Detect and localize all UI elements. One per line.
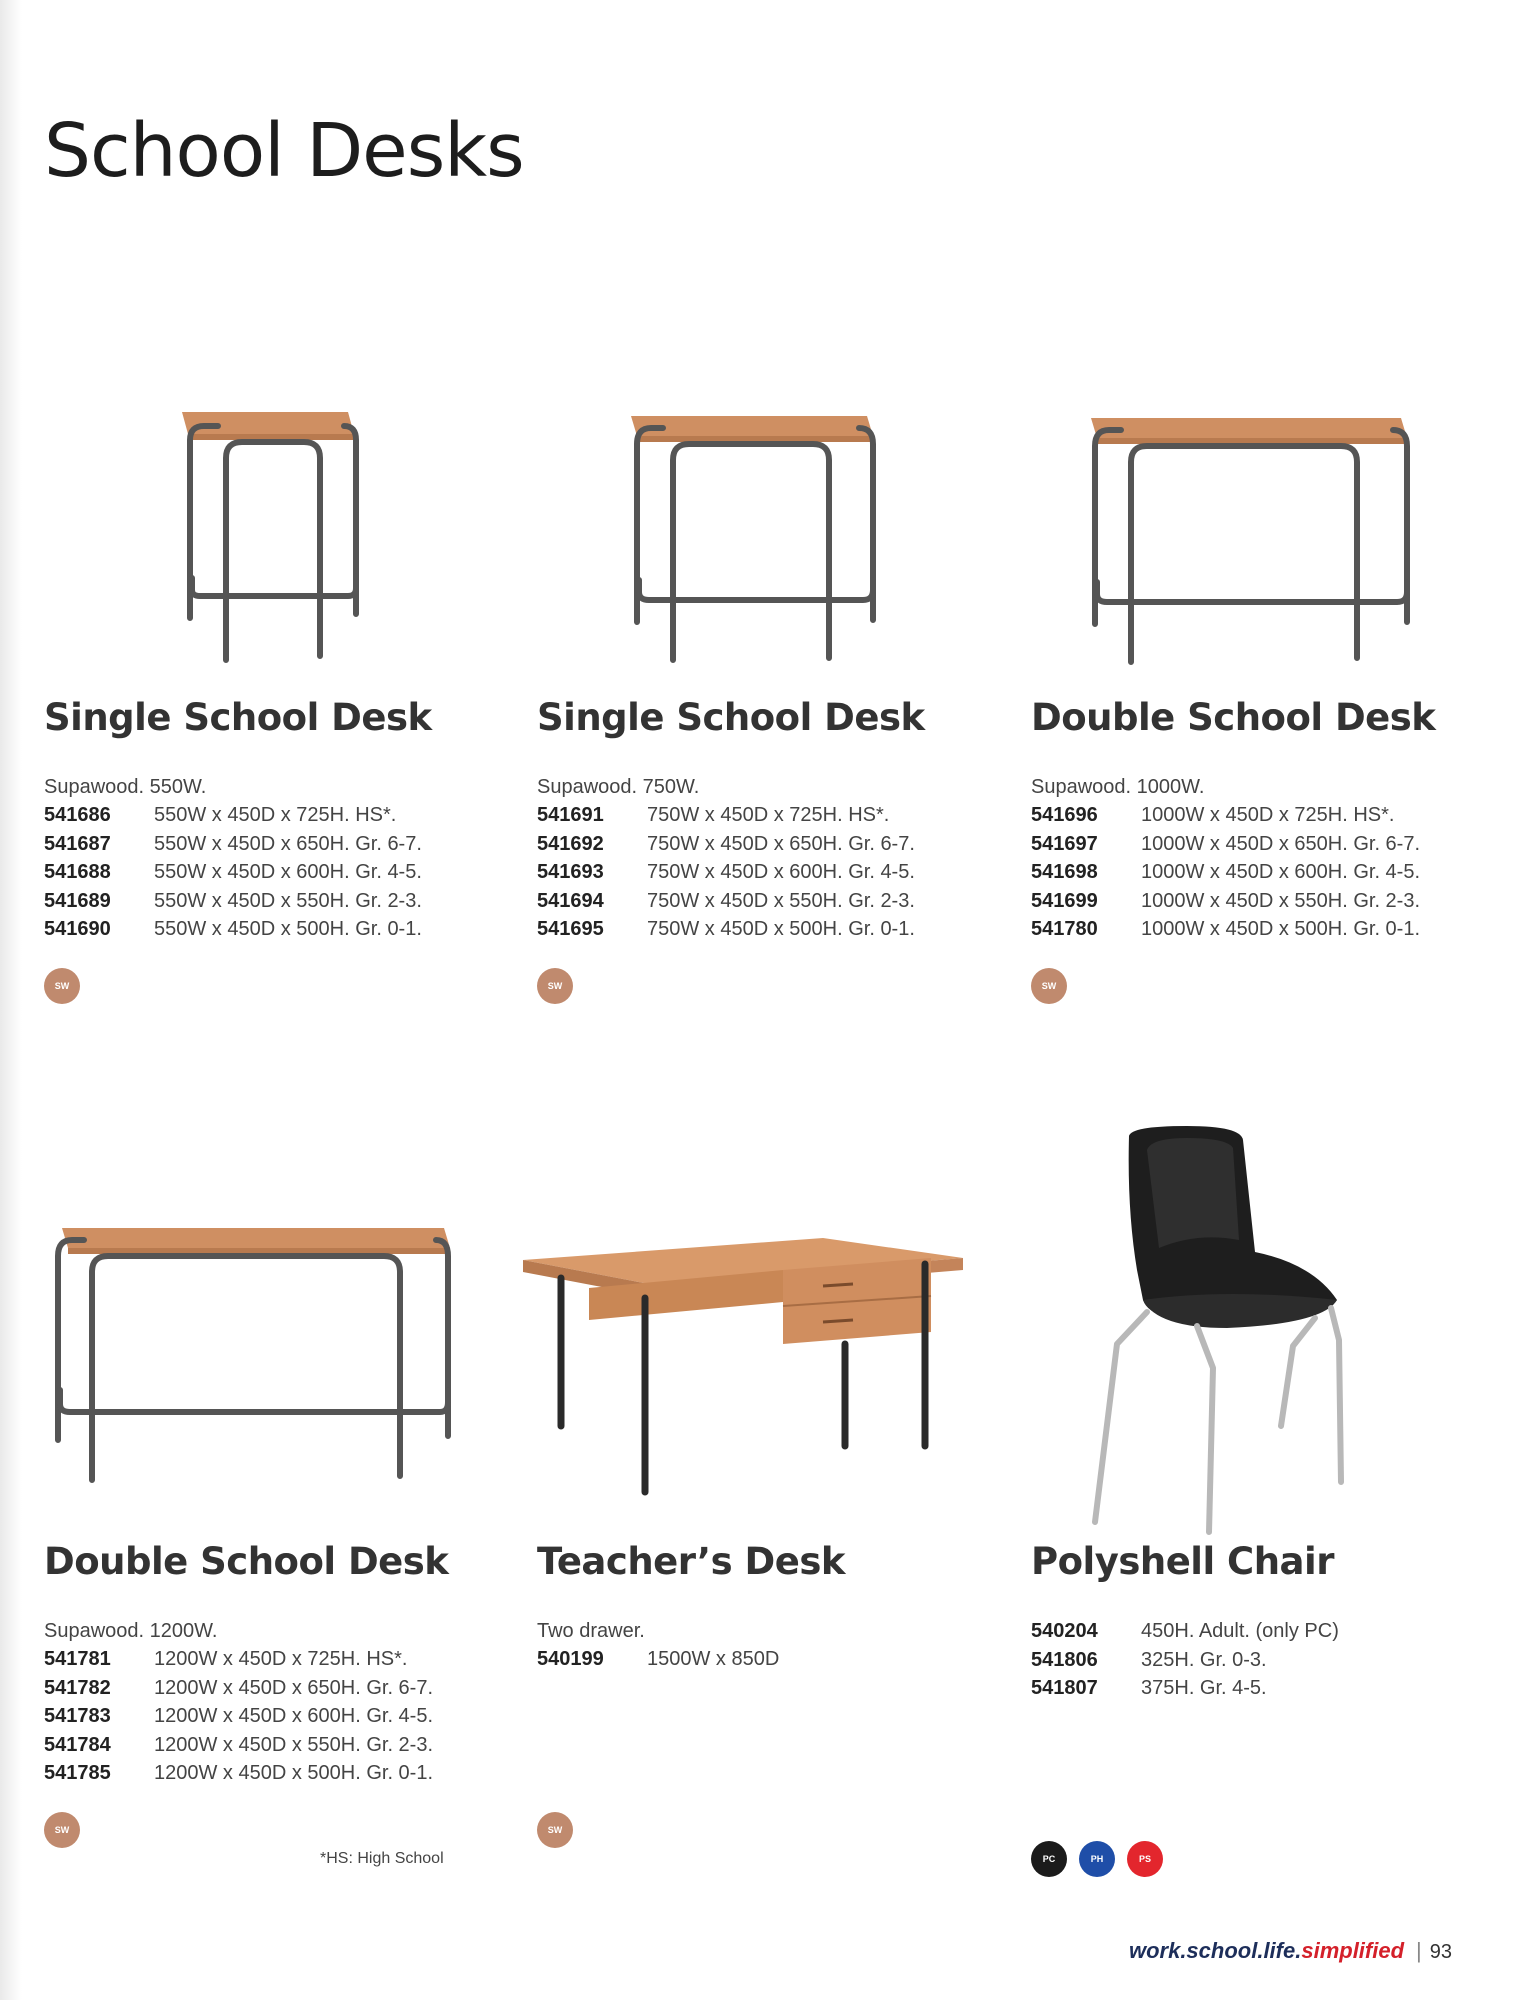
product-row xyxy=(537,1645,1007,1674)
product-code: 541783 xyxy=(44,1705,111,1727)
product-code: 541696 xyxy=(1031,804,1098,826)
product-spec: 450H. Adult. (only PC) xyxy=(1141,1620,1339,1642)
product-card-3 xyxy=(1031,390,1501,1004)
product-code: 541785 xyxy=(44,1762,111,1784)
product-name: Double School Desk xyxy=(44,1540,449,1583)
product-description: Supawood. 1200W. xyxy=(44,1620,218,1642)
product-description: Supawood. 1000W. xyxy=(1031,776,1205,798)
product-name: Teacher’s Desk xyxy=(537,1540,845,1583)
product-row xyxy=(537,887,1007,916)
product-row xyxy=(44,1731,514,1760)
material-badges xyxy=(44,968,514,1004)
product-row xyxy=(44,1759,514,1788)
product-card-4 xyxy=(44,1220,514,1848)
product-row xyxy=(44,1702,514,1731)
product-code: 541782 xyxy=(44,1676,111,1699)
product-row xyxy=(1031,830,1501,859)
product-code: 541807 xyxy=(1031,1677,1098,1699)
product-row xyxy=(44,887,514,916)
product-code: 541693 xyxy=(537,861,604,883)
supawood-badge-icon: SW xyxy=(1031,968,1067,1004)
product-code: 541699 xyxy=(1031,889,1098,912)
product-code: 541784 xyxy=(44,1733,111,1756)
material-badges xyxy=(1031,968,1501,1004)
product-name: Single School Desk xyxy=(537,696,925,739)
single-school-desk-wide-image xyxy=(601,390,901,680)
product-spec: 1200W x 450D x 500H. Gr. 0-1. xyxy=(154,1762,434,1784)
product-code: 541695 xyxy=(537,918,604,940)
product-row xyxy=(537,830,1007,859)
product-row xyxy=(1031,1674,1501,1703)
product-spec: 1200W x 450D x 725H. HS*. xyxy=(154,1648,408,1670)
single-school-desk-image xyxy=(128,390,398,680)
product-code: 541686 xyxy=(44,804,111,826)
product-name: Polyshell Chair xyxy=(1031,1540,1334,1583)
product-row xyxy=(537,801,1007,830)
product-spec: 1200W x 450D x 600H. Gr. 4-5. xyxy=(154,1705,434,1727)
product-spec: 1500W x 850D xyxy=(647,1648,780,1670)
product-row xyxy=(1031,1617,1501,1646)
product-spec: 1200W x 450D x 650H. Gr. 6-7. xyxy=(154,1676,434,1699)
product-spec: 1000W x 450D x 600H. Gr. 4-5. xyxy=(1141,861,1421,883)
product-spec: 1000W x 450D x 550H. Gr. 2-3. xyxy=(1141,889,1421,912)
product-row xyxy=(1031,858,1501,887)
page-footer xyxy=(1129,1938,1452,1964)
ps-badge-icon: PS xyxy=(1127,1841,1163,1877)
product-card-5 xyxy=(537,1220,1007,1848)
product-row xyxy=(44,1674,514,1703)
page-title: School Desks xyxy=(44,108,524,194)
product-name: Double School Desk xyxy=(1031,696,1436,739)
product-row xyxy=(44,915,514,944)
supawood-badge-icon: SW xyxy=(537,1812,573,1848)
product-name: Single School Desk xyxy=(44,696,432,739)
supawood-badge-icon: SW xyxy=(537,968,573,1004)
product-spec: 1200W x 450D x 550H. Gr. 2-3. xyxy=(154,1733,434,1756)
product-code: 541691 xyxy=(537,804,604,826)
product-description: Supawood. 550W. xyxy=(44,776,207,798)
product-spec: 375H. Gr. 4-5. xyxy=(1141,1677,1267,1699)
footer-brand-accent: simplified xyxy=(1301,1938,1405,1963)
product-spec: 750W x 450D x 650H. Gr. 6-7. xyxy=(647,832,915,855)
double-school-desk-image xyxy=(1051,390,1431,680)
pc-badge-icon: PC xyxy=(1031,1841,1067,1877)
product-spec: 750W x 450D x 500H. Gr. 0-1. xyxy=(647,918,915,940)
product-spec: 550W x 450D x 600H. Gr. 4-5. xyxy=(154,861,422,883)
footer-brand: work.school.life. xyxy=(1128,1938,1302,1963)
page-number: 93 xyxy=(1429,1941,1452,1963)
product-code: 540204 xyxy=(1031,1620,1098,1642)
product-code: 541781 xyxy=(44,1648,111,1670)
product-row xyxy=(44,1645,514,1674)
product-card-1 xyxy=(44,390,514,1004)
product-code: 541697 xyxy=(1031,832,1098,855)
material-badges xyxy=(1031,1841,1501,1877)
product-code: 541687 xyxy=(44,832,111,855)
product-card-2 xyxy=(537,390,1007,1004)
footnote: *HS: High School xyxy=(320,1850,444,1867)
supawood-badge-icon: SW xyxy=(44,968,80,1004)
product-spec: 550W x 450D x 725H. HS*. xyxy=(154,804,397,826)
product-row xyxy=(537,915,1007,944)
product-row xyxy=(44,801,514,830)
product-description: Supawood. 750W. xyxy=(537,776,700,798)
material-badges xyxy=(537,968,1007,1004)
product-spec: 750W x 450D x 600H. Gr. 4-5. xyxy=(647,861,915,883)
product-code: 541689 xyxy=(44,889,111,912)
material-badges xyxy=(44,1812,514,1848)
material-badges xyxy=(537,1812,1007,1848)
product-row xyxy=(44,830,514,859)
ph-badge-icon: PH xyxy=(1079,1841,1115,1877)
product-code: 541694 xyxy=(537,889,604,912)
product-code: 541806 xyxy=(1031,1648,1098,1671)
polyshell-chair-image xyxy=(1077,1120,1377,1540)
product-row xyxy=(1031,801,1501,830)
product-spec: 1000W x 450D x 650H. Gr. 6-7. xyxy=(1141,832,1421,855)
product-description: Two drawer. xyxy=(537,1620,645,1642)
product-code: 541688 xyxy=(44,861,111,883)
product-row xyxy=(1031,887,1501,916)
product-spec: 750W x 450D x 550H. Gr. 2-3. xyxy=(647,889,915,912)
product-card-6 xyxy=(1031,1120,1501,1877)
product-code: 541780 xyxy=(1031,918,1098,940)
product-spec: 550W x 450D x 500H. Gr. 0-1. xyxy=(154,918,422,940)
product-row xyxy=(44,858,514,887)
product-code: 541692 xyxy=(537,832,604,855)
teachers-desk-image xyxy=(523,1220,963,1510)
product-row xyxy=(1031,1646,1501,1675)
product-row xyxy=(537,858,1007,887)
product-row xyxy=(1031,915,1501,944)
footer-separator: | xyxy=(1416,1938,1422,1963)
product-spec: 1000W x 450D x 500H. Gr. 0-1. xyxy=(1141,918,1421,940)
product-spec: 550W x 450D x 650H. Gr. 6-7. xyxy=(154,832,422,855)
double-school-desk-1200-image xyxy=(44,1220,464,1510)
product-spec: 325H. Gr. 0-3. xyxy=(1141,1648,1267,1671)
product-code: 541690 xyxy=(44,918,111,940)
product-spec: 1000W x 450D x 725H. HS*. xyxy=(1141,804,1395,826)
page-edge-shadow xyxy=(0,0,22,2000)
product-spec: 550W x 450D x 550H. Gr. 2-3. xyxy=(154,889,422,912)
product-code: 540199 xyxy=(537,1648,604,1670)
product-code: 541698 xyxy=(1031,861,1098,883)
supawood-badge-icon: SW xyxy=(44,1812,80,1848)
product-spec: 750W x 450D x 725H. HS*. xyxy=(647,804,890,826)
